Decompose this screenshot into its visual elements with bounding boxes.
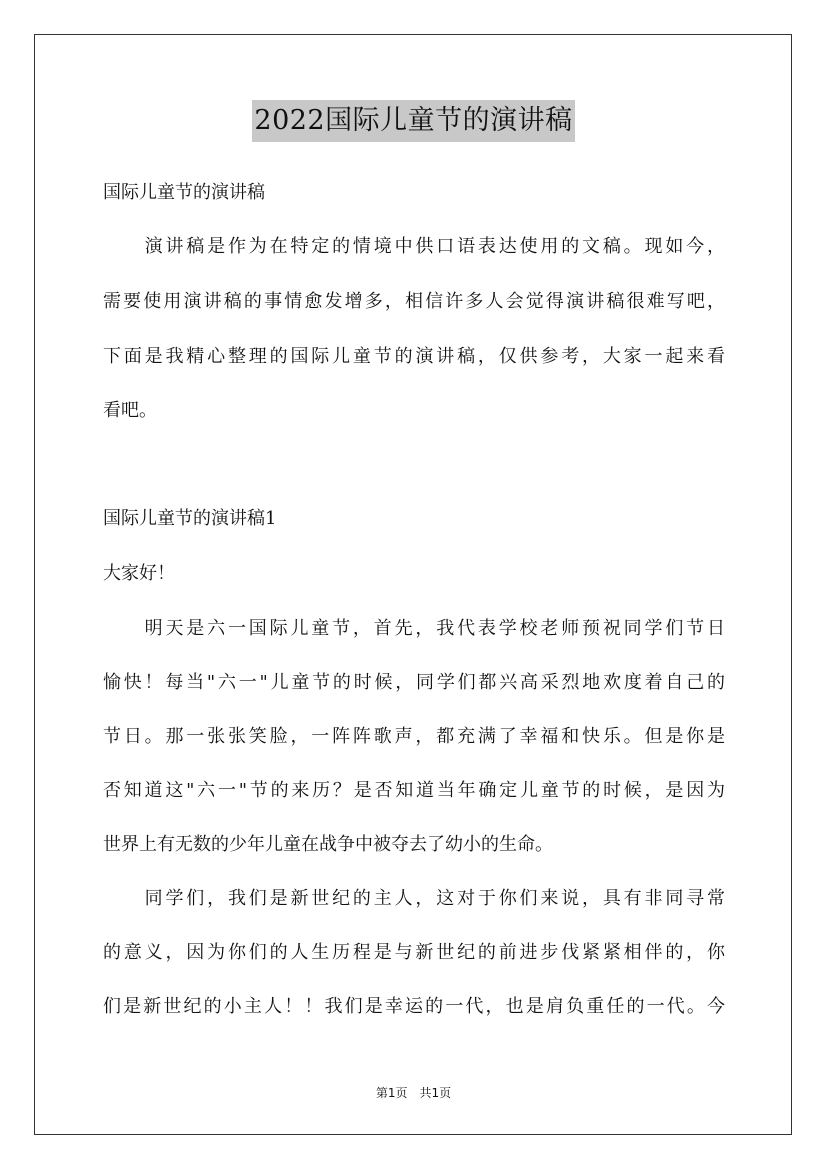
- paragraph-line: 世界上有无数的少年儿童在战争中被夺去了幼小的生命。: [103, 834, 553, 855]
- section-heading: 国际儿童节的演讲稿1: [103, 508, 277, 529]
- paragraph-line: 演讲稿是作为在特定的情境中供口语表达使用的文稿。现如今，: [103, 236, 725, 257]
- paragraph-line: 的意义，因为你们的人生历程是与新世纪的前进步伐紧紧相伴的，你: [103, 942, 725, 963]
- paragraph-line: 明天是六一国际儿童节，首先，我代表学校老师预祝同学们节日: [103, 618, 725, 639]
- title-container: [0, 100, 827, 142]
- paragraph-line: 需要使用演讲稿的事情愈发增多，相信许多人会觉得演讲稿很难写吧，: [103, 291, 725, 312]
- paragraph-line: 们是新世纪的小主人！！我们是幸运的一代，也是肩负重任的一代。今: [103, 996, 725, 1017]
- document-title: 2022国际儿童节的演讲稿: [252, 100, 574, 142]
- greeting-line: 大家好！: [103, 563, 175, 584]
- page-footer: 第1页 共1页: [375, 1086, 452, 1100]
- paragraph-line: 同学们，我们是新世纪的主人，这对于你们来说，具有非同寻常: [103, 888, 725, 909]
- paragraph-line: 下面是我精心整理的国际儿童节的演讲稿，仅供参考，大家一起来看: [103, 346, 725, 367]
- section-heading: 国际儿童节的演讲稿: [103, 182, 265, 203]
- paragraph-line: 否知道这"六一"节的来历？是否知道当年确定儿童节的时候，是因为: [103, 780, 725, 801]
- paragraph-line: 节日。那一张张笑脸，一阵阵歌声，都充满了幸福和快乐。但是你是: [103, 726, 725, 747]
- paragraph-line: 看吧。: [103, 400, 157, 421]
- paragraph-line: 愉快！每当"六一"儿童节的时候，同学们都兴高采烈地欢度着自己的: [103, 672, 725, 693]
